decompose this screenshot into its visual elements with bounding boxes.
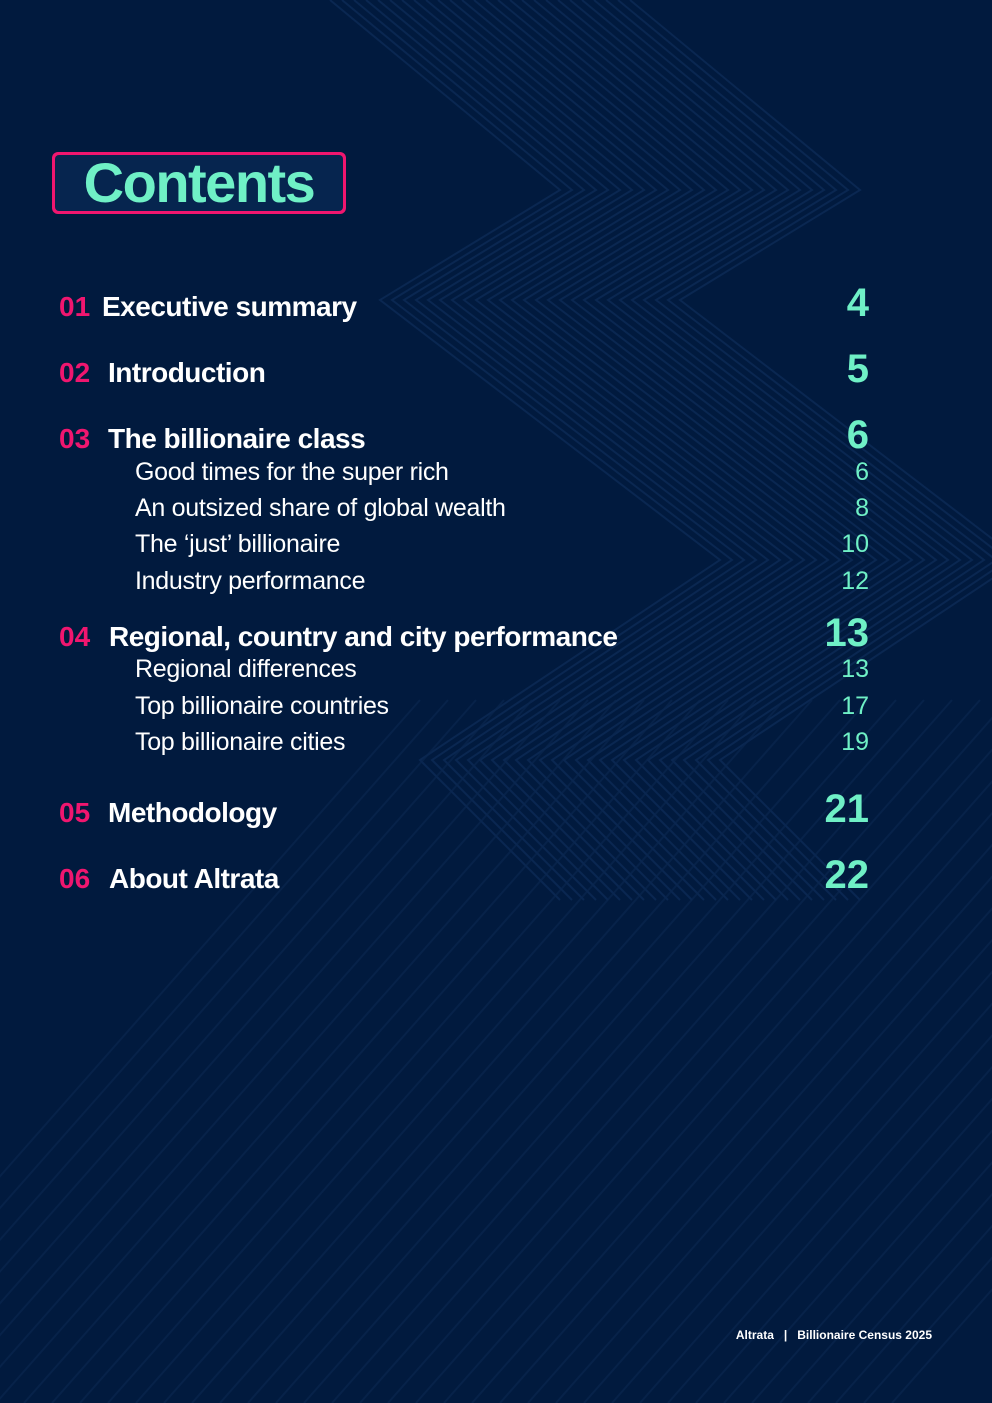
subsection-title: Good times for the super rich [135, 458, 449, 486]
section-title: Executive summary [102, 291, 357, 322]
subsection-page: 10 [841, 530, 869, 558]
contents-title-box [52, 152, 346, 214]
toc-subsection[interactable] [135, 657, 869, 687]
toc-subsection[interactable] [135, 496, 869, 526]
section-page: 13 [824, 611, 869, 655]
subsection-page: 8 [855, 494, 869, 522]
toc-subsection[interactable] [135, 730, 869, 760]
section-page: 6 [846, 413, 869, 457]
section-number: 05 [59, 797, 91, 828]
section-title: Regional, country and city performance [109, 621, 618, 652]
subsection-page: 12 [841, 567, 869, 595]
subsection-title: The ‘just’ billionaire [135, 530, 341, 558]
subsection-title: Industry performance [135, 567, 366, 595]
footer-publication: Billionaire Census 2025 [797, 1328, 932, 1342]
toc-subsection[interactable] [135, 532, 869, 562]
section-page: 22 [824, 853, 869, 897]
section-number: 02 [59, 357, 91, 388]
section-title: Introduction [108, 357, 266, 388]
subsection-page: 6 [855, 458, 869, 486]
section-page: 4 [846, 281, 869, 325]
footer-brand: Altrata [735, 1328, 774, 1342]
subsection-page: 19 [841, 728, 869, 756]
section-title: The billionaire class [108, 423, 366, 454]
toc-subsection[interactable] [135, 569, 869, 599]
footer [736, 1328, 932, 1342]
subsection-title: Top billionaire cities [135, 728, 346, 756]
toc-section-05[interactable] [59, 787, 869, 839]
section-number: 03 [59, 423, 91, 454]
subsection-page: 17 [841, 692, 869, 720]
section-title: Methodology [108, 797, 277, 828]
section-number: 01 [59, 291, 91, 322]
section-number: 04 [59, 621, 91, 652]
section-page: 5 [846, 347, 869, 391]
section-number: 06 [59, 863, 91, 894]
toc-subsection[interactable] [135, 694, 869, 724]
toc-section-02[interactable] [59, 347, 869, 399]
page-title: Contents [83, 151, 315, 214]
toc-section-01[interactable] [59, 281, 869, 333]
toc-subsection[interactable] [135, 460, 869, 490]
section-page: 21 [824, 787, 869, 831]
toc-section-06[interactable] [59, 853, 869, 905]
footer-separator: | [783, 1328, 788, 1342]
section-title: About Altrata [109, 863, 279, 894]
subsection-title: Top billionaire countries [135, 692, 389, 720]
subsection-page: 13 [841, 655, 869, 683]
subsection-title: Regional differences [135, 655, 357, 683]
subsection-title: An outsized share of global wealth [135, 494, 506, 522]
